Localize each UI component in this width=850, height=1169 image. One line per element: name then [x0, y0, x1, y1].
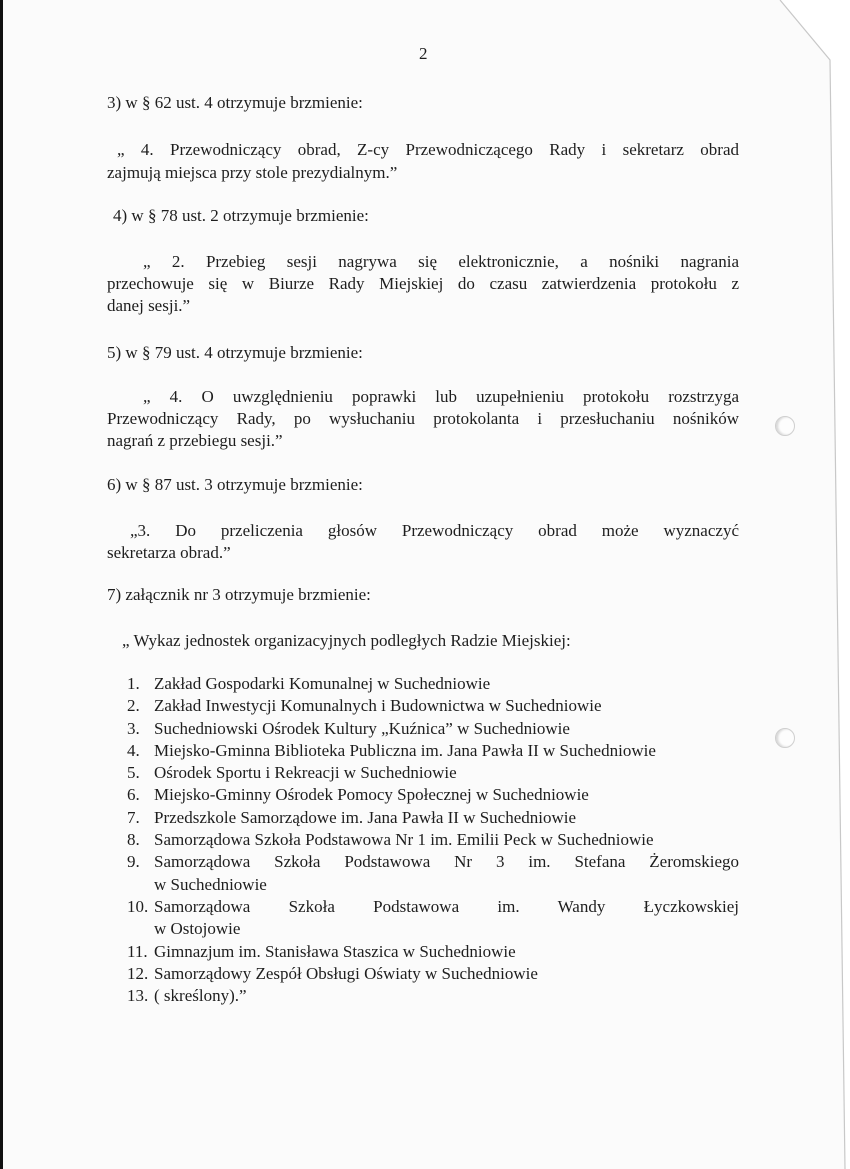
- list-item-number: 4.: [127, 740, 140, 760]
- list-item-number: 8.: [127, 830, 140, 850]
- scanned-page-corner: [760, 0, 850, 1169]
- section-6-heading: 6) w § 87 ust. 3 otrzymuje brzmienie:: [107, 475, 363, 494]
- section-5-line-3: nagrań z przebiegu sesji.”: [107, 431, 283, 450]
- list-item: [127, 718, 739, 740]
- section-5-heading: 5) w § 79 ust. 4 otrzymuje brzmienie:: [107, 343, 363, 362]
- section-4-line-1: „ 2. Przebieg sesji nagrywa się elektronicznie, a nośniki nagrania: [143, 252, 739, 271]
- section-4-line-2: przechowuje się w Biurze Rady Miejskiej do czasu zatwierdzenia protokołu z: [107, 274, 739, 293]
- section-6-line-1: „3. Do przeliczenia głosów Przewodniczący obrad może wyznaczyć: [130, 521, 739, 540]
- list-item: [127, 740, 739, 762]
- list-item-text: Gimnazjum im. Stanisława Staszica w Suchedniowie: [154, 941, 516, 961]
- section-6-line-2: sekretarza obrad.”: [107, 543, 231, 562]
- list-item-text: Miejsko-Gminna Biblioteka Publiczna im. Jana Pawła II w Suchedniowie: [154, 740, 656, 760]
- list-item: [127, 985, 739, 1007]
- section-3-heading: 3) w § 62 ust. 4 otrzymuje brzmienie:: [107, 93, 363, 112]
- list-item-number: 11.: [127, 941, 148, 961]
- list-item: [127, 784, 739, 806]
- list-item: [127, 829, 739, 851]
- list-item-number: 1.: [127, 674, 140, 693]
- section-5-line-1: „ 4. O uwzględnieniu poprawki lub uzupełnieniu protokołu rozstrzyga: [143, 387, 739, 406]
- list-item-text: Samorządowa Szkoła Podstawowa Nr 1 im. Emilii Peck w Suchedniowie: [154, 830, 654, 850]
- organizational-units-list: [127, 673, 739, 1007]
- list-item-text: Zakład Gospodarki Komunalnej w Suchedniowie: [154, 674, 491, 693]
- list-item-text: Samorządowy Zespół Obsługi Oświaty w Suchedniowie: [154, 963, 538, 983]
- section-3-line-2: zajmują miejsca przy stole prezydialnym.”: [107, 163, 398, 182]
- section-5-line-2: Przewodniczący Rady, po wysłuchaniu protokolanta i przesłuchaniu nośników: [107, 409, 739, 428]
- list-item-number: 5.: [127, 763, 140, 783]
- list-item-text: Przedszkole Samorządowe im. Jana Pawła II w Suchedniowie: [154, 807, 577, 827]
- list-item-text: ( skreślony).”: [154, 986, 247, 1006]
- list-item-text: Samorządowa Szkoła Podstawowa im. Wandy Łyczkowskiej: [154, 896, 739, 916]
- section-4-heading: 4) w § 78 ust. 2 otrzymuje brzmienie:: [113, 206, 369, 225]
- section-7-intro: „ Wykaz jednostek organizacyjnych podległych Radzie Miejskiej:: [122, 631, 571, 650]
- list-item: [127, 941, 739, 963]
- section-4-line-3: danej sesji.”: [107, 296, 191, 315]
- list-item-number: 12.: [127, 963, 149, 983]
- list-item-number: 9.: [127, 852, 140, 872]
- list-item: [127, 896, 739, 941]
- list-item-number: 10.: [127, 896, 149, 916]
- punch-hole-top: [775, 416, 795, 436]
- list-item-text: Miejsko-Gminny Ośrodek Pomocy Społecznej w Suchedniowie: [154, 785, 589, 805]
- list-item-number: 2.: [127, 696, 140, 716]
- list-item: [127, 673, 739, 695]
- list-item-text: Zakład Inwestycji Komunalnych i Budownictwa w Suchedniowie: [154, 696, 602, 716]
- punch-hole-bottom: [775, 728, 795, 748]
- list-item: [127, 695, 739, 717]
- scan-edge-shadow: [0, 0, 3, 1169]
- section-3-line-1: „ 4. Przewodniczący obrad, Z-cy Przewodniczącego Rady i sekretarz obrad: [117, 140, 739, 159]
- list-item-number: 3.: [127, 718, 140, 738]
- list-item-number: 7.: [127, 807, 140, 827]
- list-item: [127, 851, 739, 896]
- list-item: [127, 963, 739, 985]
- list-item: [127, 807, 739, 829]
- list-item: [127, 762, 739, 784]
- page-number: 2: [419, 44, 428, 63]
- list-item-continuation: w Suchedniowie: [154, 874, 267, 894]
- list-item-number: 6.: [127, 785, 140, 805]
- list-item-text: Ośrodek Sportu i Rekreacji w Suchedniowie: [154, 763, 457, 783]
- list-item-number: 13.: [127, 986, 149, 1006]
- list-item-text: Suchedniowski Ośrodek Kultury „Kuźnica” w Suchedniowie: [154, 718, 570, 738]
- section-7-heading: 7) załącznik nr 3 otrzymuje brzmienie:: [107, 585, 371, 604]
- list-item-continuation: w Ostojowie: [154, 919, 241, 939]
- list-item-text: Samorządowa Szkoła Podstawowa Nr 3 im. Stefana Żeromskiego: [154, 852, 739, 872]
